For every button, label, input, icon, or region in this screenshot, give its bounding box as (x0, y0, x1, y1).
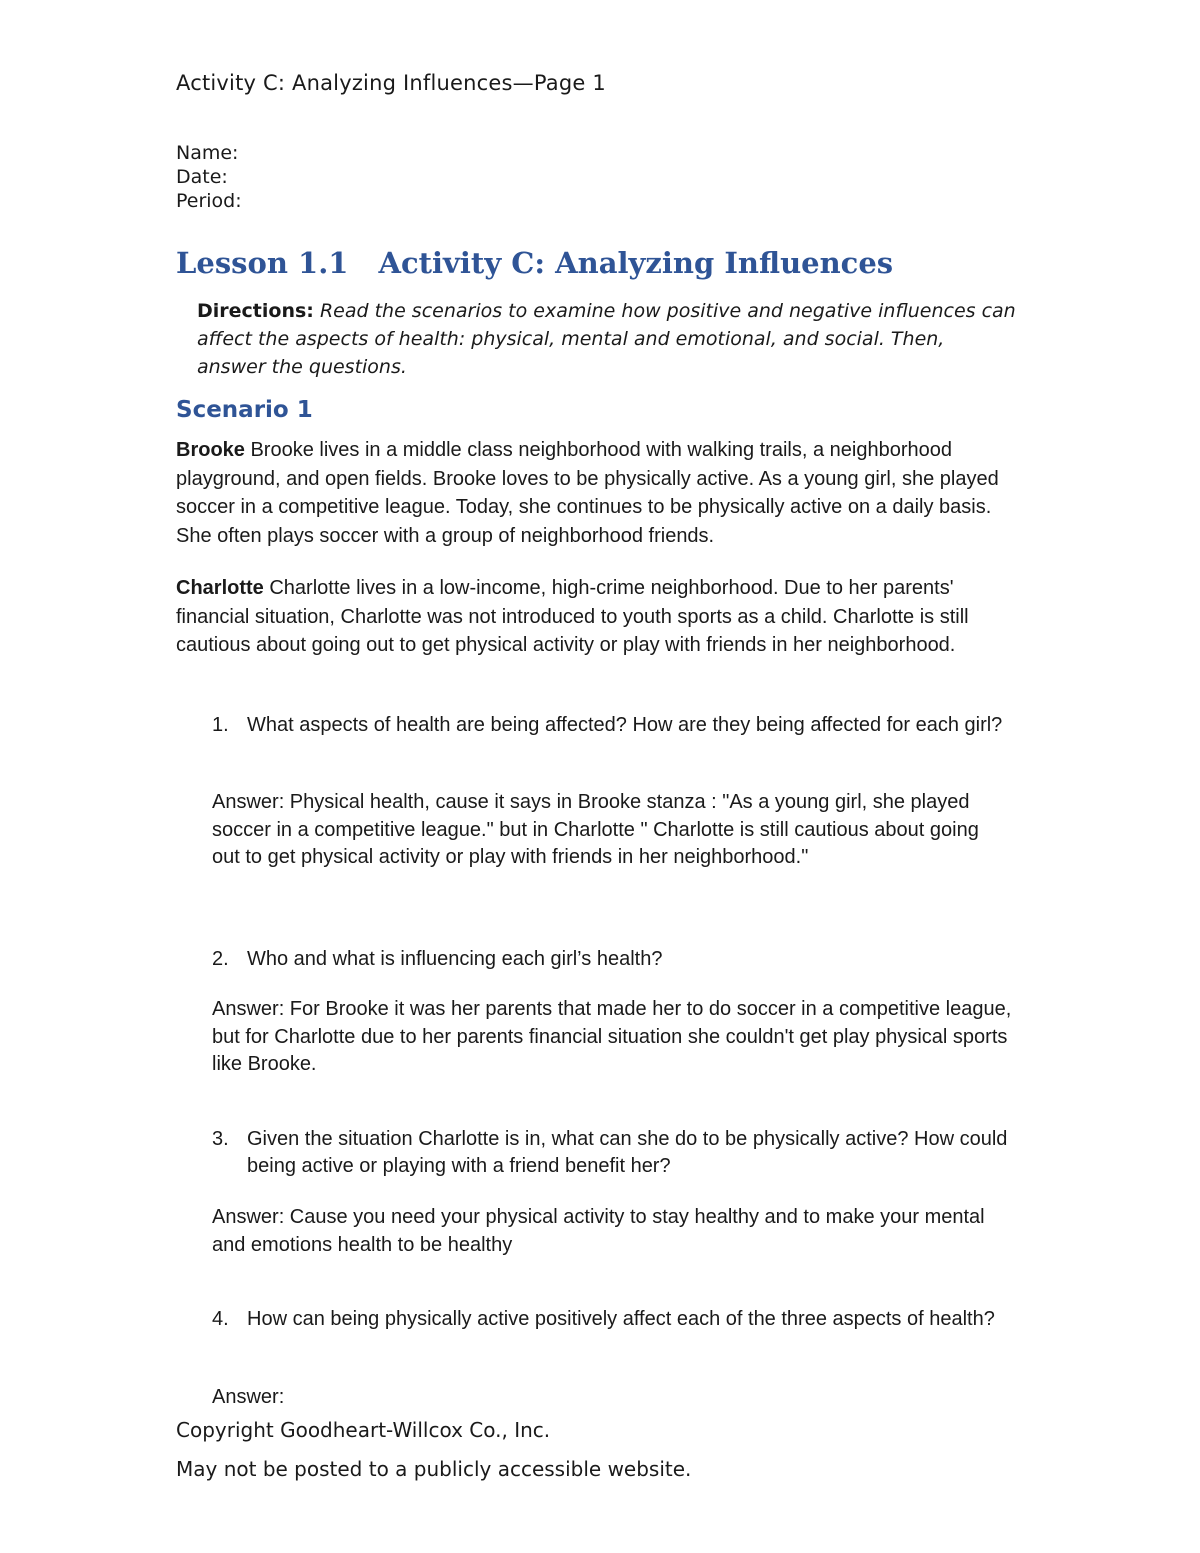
answer-2: Answer: For Brooke it was her parents that made her to do soccer in a competitive league, but for Charlotte due to her parents financial situation she couldn't get play physical sports like Brooke. (212, 998, 1012, 1075)
question-number: 4. (212, 1308, 229, 1330)
date-label: Date: (176, 166, 228, 188)
answer-4: Answer: (212, 1386, 285, 1408)
question-number: 2. (212, 948, 229, 970)
answer-3: Answer: Cause you need your physical activity to stay healthy and to make your mental and emotions health to be healthy (212, 1206, 985, 1256)
scenario-heading: Scenario 1 (176, 397, 313, 423)
lesson-name: Activity C: Analyzing Influences (378, 246, 894, 280)
question-number: 3. (212, 1128, 229, 1150)
question-text: Who and what is influencing each girl’s health? (247, 948, 663, 970)
question-3 (212, 1126, 1012, 1180)
charlotte-text: Charlotte lives in a low-income, high-crime neighborhood. Due to her parents' financial situation, Charlotte was not introduced to youth sports as a child. Charlotte is still cautious about going out to get physical activity or play with friends in her neighborhood. (176, 577, 969, 656)
brooke-text: Brooke lives in a middle class neighborhood with walking trails, a neighborhood playground, and open fields. Brooke loves to be physically active. As a young girl, she played soccer in a competitive league. Today, she continues to be physically active on a daily basis. She often plays soccer with a group of neighborhood friends. (176, 439, 999, 547)
period-label: Period: (176, 190, 242, 212)
directions-text: Read the scenarios to examine how positive and negative influences can affect the aspects of health: physical, mental and emotional, and social. Then, answer the questions. (197, 300, 1016, 378)
name-label: Name: (176, 142, 239, 164)
directions-label: Directions: (197, 300, 314, 322)
copyright-text: Copyright Goodheart-Willcox Co., Inc. (176, 1418, 551, 1442)
page-header: Activity C: Analyzing Influences—Page 1 (176, 71, 606, 95)
question-2 (212, 946, 1012, 973)
posting-notice: May not be posted to a publicly accessible website. (176, 1457, 692, 1481)
directions (197, 297, 1017, 381)
question-4 (212, 1306, 1012, 1333)
answer-1: Answer: Physical health, cause it says in Brooke stanza : "As a young girl, she played soccer in a competitive league." but in Charlotte " Charlotte is still cautious about going out to get physical activity or play with friends in her neighborhood." (212, 791, 979, 868)
lesson-title (176, 246, 893, 280)
brooke-name: Brooke (176, 439, 245, 461)
question-text: Given the situation Charlotte is in, what can she do to be physically active? How could being active or playing with a friend benefit her? (247, 1128, 1008, 1177)
question-1 (212, 712, 1012, 739)
brooke-paragraph (176, 436, 1026, 550)
question-text: What aspects of health are being affected? How are they being affected for each girl? (247, 714, 1003, 736)
charlotte-paragraph (176, 574, 1026, 660)
lesson-number: Lesson 1.1 (176, 246, 349, 280)
question-number: 1. (212, 714, 229, 736)
charlotte-name: Charlotte (176, 577, 264, 599)
question-text: How can being physically active positively affect each of the three aspects of health? (247, 1308, 995, 1330)
